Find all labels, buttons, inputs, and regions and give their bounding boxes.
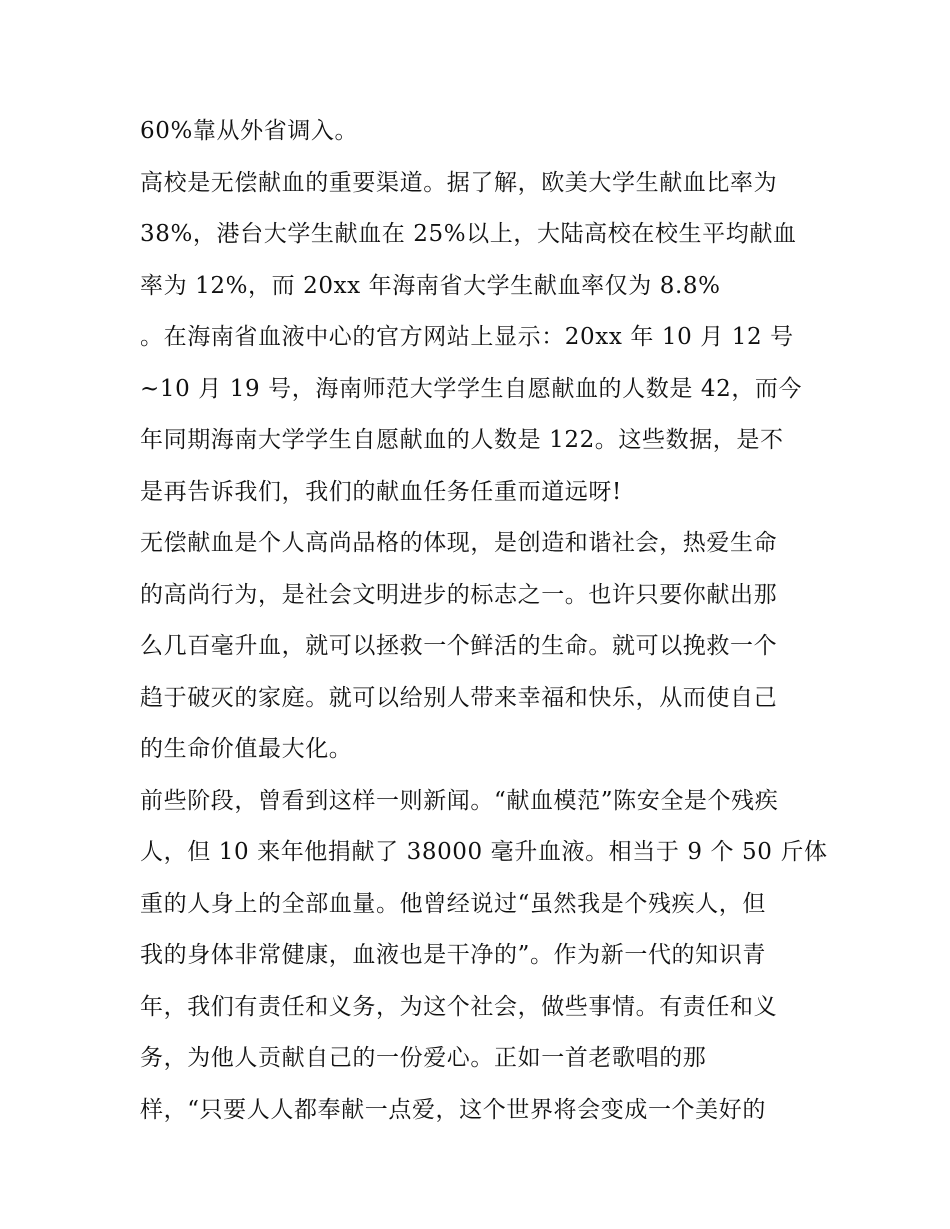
text-line: 率为 12%，而 20xx 年海南省大学生献血率仅为 8.8% [140,272,721,299]
text-line: ~10 月 19 号，海南师范大学学生自愿献血的人数是 42，而今 [140,375,803,402]
text-line: 务，为他人贡献自己的一份爱心。正如一首老歌唱的那 [140,1045,707,1071]
text-line: 重的人身上的全部血量。他曾经说过“虽然我是个残疾人，但 [140,890,766,917]
text-line: 无偿献血是个人高尚品格的体现，是创造和谐社会，热爱生命 [140,530,778,556]
text-line: 人，但 10 来年他捐献了 38000 毫升血液。相当于 9 个 50 斤体 [140,839,828,865]
text-line: 年同期海南大学学生自愿献血的人数是 122。这些数据，是不 [140,427,784,453]
text-line: 的生命价值最大化。 [140,736,353,762]
text-line: 高校是无偿献血的重要渠道。据了解，欧美大学生献血比率为 [140,169,778,196]
text-line: 样，“只要人人都奉献一点爱，这个世界将会变成一个美好的 [140,1096,766,1123]
text-line: 是再告诉我们，我们的献血任务任重而道远呀! [140,478,622,505]
document-body [140,106,828,1136]
text-line: 的高尚行为，是社会文明进步的标志之一。也许只要你献出那 [140,581,778,608]
text-line: 。在海南省血液中心的官方网站上显示：20xx 年 10 月 12 号 [140,324,794,350]
text-line: 60%靠从外省调入。 [140,118,359,144]
text-line: 趋于破灭的家庭。就可以给别人带来幸福和快乐，从而使自己 [140,684,778,711]
text-line: 么几百毫升血，就可以拯救一个鲜活的生命。就可以挽救一个 [140,633,778,659]
text-line: 前些阶段，曾看到这样一则新闻。“献血模范”陈安全是个残疾 [140,787,779,814]
text-line: 38%，港台大学生献血在 25%以上，大陆高校在校生平均献血 [140,221,797,247]
text-line: 年，我们有责任和义务，为这个社会，做些事情。有责任和义 [140,993,778,1020]
text-line: 我的身体非常健康，血液也是干净的”。作为新一代的知识青 [140,942,766,968]
